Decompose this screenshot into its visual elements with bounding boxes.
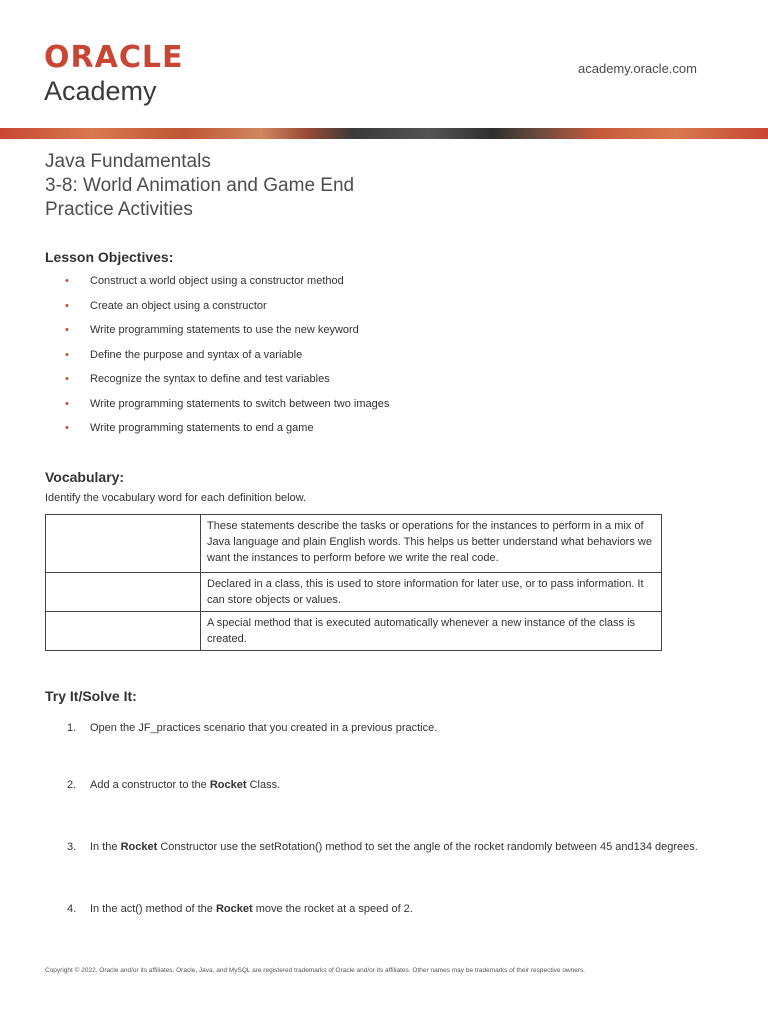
list-item: • Construct a world object using a constructor method [45,272,389,297]
bullet-icon: • [65,422,69,434]
objectives-heading: Lesson Objectives: [45,249,174,265]
logo-subtitle: Academy [44,76,157,106]
vocabulary-table [45,514,662,651]
step-item: 4. In the act() method of the Rocket move the rocket at a speed of 2. [67,903,413,915]
bullet-icon: • [65,324,69,336]
objectives-list [45,272,389,444]
vocab-answer-cell[interactable] [46,573,201,612]
bullet-icon: • [65,373,69,385]
list-item: • Create an object using a constructor [45,297,389,322]
vocab-definition: Declared in a class, this is used to store information for later use, or to pass information. It can store objects or values. [201,573,662,612]
logo-word: ORACLE [44,40,184,75]
title-lesson: 3-8: World Animation and Game End [45,175,355,196]
table-row [46,515,662,573]
oracle-academy-logo [44,42,183,106]
list-item: • Write programming statements to use the new keyword [45,321,389,346]
vocabulary-intro: Identify the vocabulary word for each definition below. [45,492,307,504]
list-item: • Write programming statements to switch between two images [45,395,389,420]
list-item: • Recognize the syntax to define and test variables [45,370,389,395]
copyright-footer: Copyright © 2022, Oracle and/or its affiliates. Oracle, Java, and MySQL are registered trademarks of Oracle and/or its affiliates. Other names may be trademarks of their respective owners. [45,967,586,974]
list-item: • Write programming statements to end a game [45,419,389,444]
vocab-answer-cell[interactable] [46,515,201,573]
bullet-icon: • [65,299,69,312]
table-row [46,612,662,651]
vocabulary-heading: Vocabulary: [45,469,125,485]
table-row [46,573,662,612]
vocab-answer-cell[interactable] [46,612,201,651]
decorative-banner [0,128,768,139]
title-course: Java Fundamentals [45,151,211,172]
try-it-heading: Try It/Solve It: [45,688,137,704]
document-title [45,150,354,222]
vocab-definition: These statements describe the tasks or operations for the instances to perform in a mix of Java language and plain English words. This helps us better understand what behaviors we want the instances to perform before we write the real code. [201,515,662,573]
step-item: 2. Add a constructor to the Rocket Class. [67,779,281,791]
vocab-definition: A special method that is executed automatically whenever a new instance of the class is created. [201,612,662,651]
bullet-icon: • [65,397,69,410]
step-item: 3. In the Rocket Constructor use the setRotation() method to set the angle of the rocket randomly between 45 and134 degrees. [67,841,698,853]
list-item: • Define the purpose and syntax of a variable [45,346,389,371]
site-url: academy.oracle.com [578,61,697,76]
bullet-icon: • [65,348,69,361]
step-item: 1. Open the JF_practices scenario that you created in a previous practice. [67,722,438,734]
bullet-icon: • [65,275,69,287]
title-activity: Practice Activities [45,199,193,220]
